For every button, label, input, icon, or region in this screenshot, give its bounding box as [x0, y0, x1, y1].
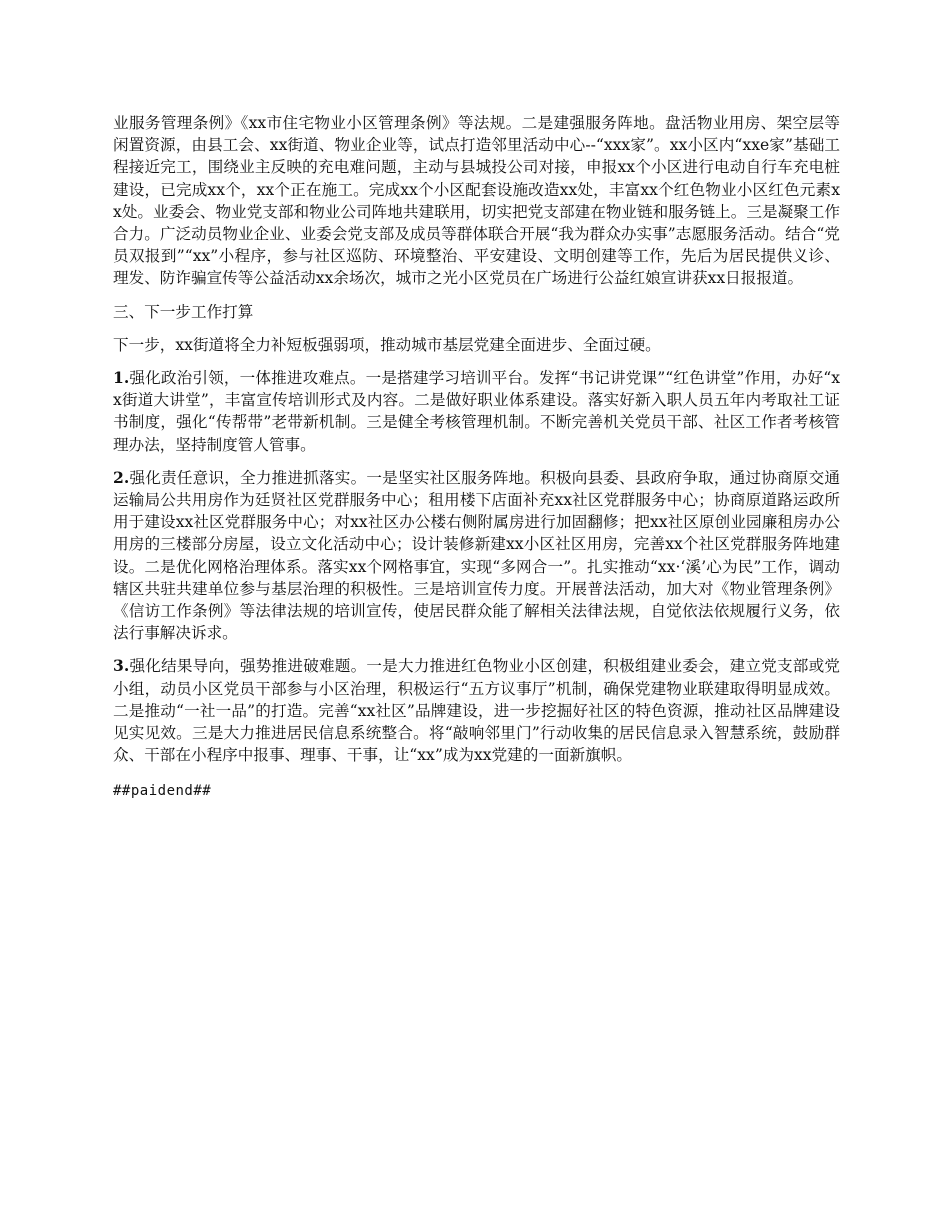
document-page — [113, 112, 840, 803]
list-item-text: 强化政治引领，一体推进攻难点。一是搭建学习培训平台。发挥“书记讲党课”“红色讲堂”作用，办好“xx街道大讲堂”，丰富宣传培训形式及内容。二是做好职业体系建设。落实好新入职人员五年内考取社工证书制度，强化“传帮带”老带新机制。三是健全考核管理机制。不断完善机关党员干部、社区工作者考核管理办法，坚持制度管人管事。 — [113, 369, 840, 454]
section-heading: 三、下一步工作打算 — [113, 302, 254, 321]
list-item-number: 2. — [113, 467, 130, 487]
paragraph-continuation: 业服务管理条例》《xx市住宅物业小区管理条例》等法规。二是建强服务阵地。盘活物业用房、架空层等闲置资源，由县工会、xx街道、物业企业等，试点打造邻里活动中心--“xxx家”。xx小区内“xxe家”基础工程接近完工，围绕业主反映的充电难问题，主动与县城投公司对接，申报xx个小区进行电动自行车充电桩建设，已完成xx个，xx个正在施工。完成xx个小区配套设施改造xx处，丰富xx个红色物业小区红色元素xx处。业委会、物业党支部和物业公司阵地共建联用，切实把党支部建在物业链和服务链上。三是凝聚工作合力。广泛动员物业企业、业委会党支部及成员等群体联合开展“我为群众办实事”志愿服务活动。结合“党员双报到”“xx”小程序，参与社区巡防、环境整治、平安建设、文明创建等工作，先后为居民提供义诊、理发、防诈骗宣传等公益活动xx余场次，城市之光小区党员在广场进行公益红娘宣讲获xx日报报道。 — [113, 114, 840, 288]
list-item-1 — [113, 367, 840, 456]
list-item-number: 1. — [113, 368, 130, 388]
list-item-number: 3. — [113, 656, 130, 676]
list-item-3 — [113, 655, 840, 766]
end-marker: ##paidend## — [113, 783, 212, 800]
paragraph-intro: 下一步，xx街道将全力补短板强弱项，推动城市基层党建全面进步、全面过硬。 — [113, 335, 661, 354]
list-item-text: 强化结果导向，强势推进破难题。一是大力推进红色物业小区创建，积极组建业委会，建立党支部或党小组，动员小区党员干部参与小区治理，积极运行“五方议事厅”机制，确保党建物业联建取得明显成效。二是推动“一社一品”的打造。完善“xx社区”品牌建设，进一步挖掘好社区的特色资源，推动社区品牌建设见实见效。三是大力推进居民信息系统整合。将“敲响邻里门”行动收集的居民信息录入智慧系统，鼓励群众、干部在小程序中报事、理事、干事，让“xx”成为xx党建的一面新旗帜。 — [113, 657, 840, 765]
list-item-2 — [113, 467, 840, 645]
list-item-text: 强化责任意识，全力推进抓落实。一是坚实社区服务阵地。积极向县委、县政府争取，通过协商原交通运输局公共用房作为廷贤社区党群服务中心；租用楼下店面补充xx社区党群服务中心；协商原道路运政所用于建设xx社区党群服务中心；对xx社区办公楼右侧附属房进行加固翻修；把xx社区原创业园廉租房办公用房的三楼部分房屋，设立文化活动中心；设计装修新建xx小区社区用房，完善xx个社区党群服务阵地建设。二是优化网格治理体系。落实xx个网格事宜，实现“多网合一”。扎实推动“xx·‘溪’心为民”工作，调动辖区共驻共建单位参与基层治理的积极性。三是培训宣传力度。开展普法活动，加大对《物业管理条例》《信访工作条例》等法律法规的培训宣传，使居民群众能了解相关法律法规，自觉依法依规履行义务，依法行事解决诉求。 — [113, 468, 840, 643]
